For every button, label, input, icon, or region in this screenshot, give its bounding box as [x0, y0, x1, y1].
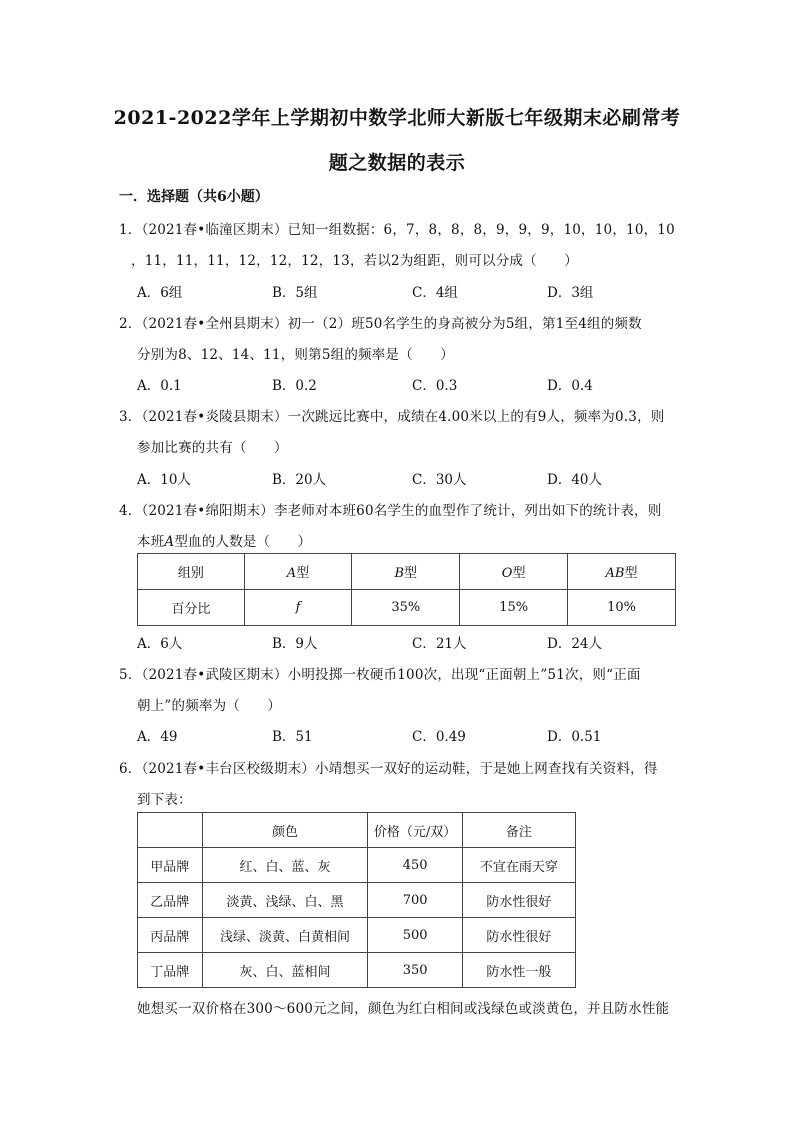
- q3-option-d: D．40人: [547, 472, 603, 488]
- table-cell: 15%: [460, 590, 568, 626]
- table-cell: 35%: [352, 590, 460, 626]
- section-heading: 一．选择题（共6小题）: [119, 189, 269, 205]
- table-header-cell: 组别: [138, 554, 245, 590]
- q4-option-d: D．24人: [547, 636, 603, 652]
- q2-text-line2: 分别为8、12、14、11，则第5组的频率是（ ）: [137, 347, 454, 363]
- q4-text-var: A: [164, 534, 175, 550]
- table-cell: 10%: [568, 590, 676, 626]
- q5-text-line1: 5．（2021春•武陵区期末）小明投掷一枚硬币100次，出现“正面朝上”51次，则“正面: [119, 667, 641, 683]
- table-cell: 百分比: [138, 590, 245, 626]
- table-header-cell: 备注: [462, 813, 575, 848]
- table-cell: 甲品牌: [138, 848, 203, 883]
- table-cell: 防水性很好: [462, 883, 575, 918]
- table-header-row: [138, 554, 676, 590]
- q2-option-b: B．0.2: [272, 378, 317, 394]
- table-row: [138, 953, 576, 988]
- q3-option-b: B．20人: [272, 472, 327, 488]
- q2-option-d: D．0.4: [547, 378, 593, 394]
- table-cell: 红、白、蓝、灰: [202, 848, 368, 883]
- q3-text-line1: 3．（2021春•炎陵县期末）一次跳远比赛中，成绩在4.00米以上的有9人，频率为0.3，则: [119, 409, 665, 425]
- table-cell: 350: [368, 953, 462, 988]
- q6-text-line2: 到下表：: [137, 792, 192, 808]
- q6-text-line1: 6．（2021春•丰台区校级期末）小靖想买一双好的运动鞋，于是她上网查找有关资料，得: [119, 761, 658, 777]
- table-header-cell: 颜色: [202, 813, 368, 848]
- blood-type-letter: O: [501, 566, 513, 581]
- q2-text-line1: 2．（2021春•全州县期末）初一（2）班50名学生的身高被分为5组，第1至4组的频数: [119, 316, 642, 332]
- q6-text-after: 她想买一双价格在300～600元之间，颜色为红白相间或浅绿色或淡黄色，并且防水性能: [137, 1001, 670, 1017]
- table-header-row: [138, 813, 576, 848]
- q4-option-a: A．6人: [137, 636, 183, 652]
- table-cell: 防水性很好: [462, 918, 575, 953]
- table-header-cell: [244, 554, 352, 590]
- q3-option-c: C．30人: [412, 472, 467, 488]
- q5-text-line2: 朝上”的频率为（ ）: [137, 698, 282, 714]
- table-row: [138, 848, 576, 883]
- table-cell: 700: [368, 883, 462, 918]
- q1-option-a: A．6组: [137, 285, 183, 301]
- q1-option-b: B．5组: [272, 285, 318, 301]
- q2-option-c: C．0.3: [412, 378, 458, 394]
- blood-type-suffix: 型: [296, 566, 310, 581]
- table-cell: 浅绿、淡黄、白黄相间: [202, 918, 368, 953]
- q4-option-b: B．9人: [272, 636, 318, 652]
- q1-text-line2: ，11，11，11，12，12，12，13，若以2为组距，则可以分成（ ）: [131, 253, 578, 269]
- table-cell: 500: [368, 918, 462, 953]
- table-cell: 丙品牌: [138, 918, 203, 953]
- table-cell: 丁品牌: [138, 953, 203, 988]
- blood-type-letter: AB: [605, 566, 625, 581]
- q2-option-a: A．0.1: [137, 378, 182, 394]
- blood-type-suffix: 型: [624, 566, 638, 581]
- q3-text-line2: 参加比赛的共有（ ）: [137, 440, 288, 456]
- table-cell: 灰、白、蓝相间: [202, 953, 368, 988]
- table-row: [138, 590, 676, 626]
- blood-type-suffix: 型: [512, 566, 526, 581]
- table-header-cell: [568, 554, 676, 590]
- blood-type-suffix: 型: [404, 566, 418, 581]
- q1-option-c: C．4组: [412, 285, 458, 301]
- table-header-cell: 价格（元/双）: [368, 813, 462, 848]
- document-title-line1: 2021-2022学年上学期初中数学北师大新版七年级期末必刷常考: [113, 107, 681, 129]
- table-cell: 450: [368, 848, 462, 883]
- q5-option-c: C．0.49: [412, 729, 466, 745]
- q4-text-post: 型血的人数是（ ）: [174, 534, 312, 550]
- q1-text-line1: 1．（2021春•临潼区期末）已知一组数据：6，7，8，8，8，9，9，9，10，10，10，10: [119, 222, 675, 238]
- q5-option-a: A．49: [137, 729, 178, 745]
- table-cell: 防水性一般: [462, 953, 575, 988]
- q4-text-line2: [137, 530, 311, 550]
- table-cell: 淡黄、浅绿、白、黑: [202, 883, 368, 918]
- table-header-cell: [138, 813, 203, 848]
- blood-type-letter: A: [286, 566, 297, 581]
- q4-option-c: C．21人: [412, 636, 467, 652]
- table-header-cell: [460, 554, 568, 590]
- shoe-brand-table: [137, 812, 576, 988]
- q5-option-b: B．51: [272, 729, 313, 745]
- document-title-line2: 题之数据的表示: [328, 152, 466, 174]
- q4-text-pre: 本班: [137, 534, 165, 550]
- q5-option-d: D．0.51: [547, 729, 602, 745]
- table-header-cell: [352, 554, 460, 590]
- table-cell: f: [244, 590, 352, 626]
- table-row: [138, 883, 576, 918]
- table-row: [138, 918, 576, 953]
- q3-option-a: A．10人: [137, 472, 191, 488]
- q4-text-line1: 4．（2021春•绵阳期末）李老师对本班60名学生的血型作了统计，列出如下的统计表，则: [119, 503, 662, 519]
- table-cell: 不宜在雨天穿: [462, 848, 575, 883]
- blood-type-letter: B: [394, 566, 405, 581]
- q1-option-d: D．3组: [547, 285, 594, 301]
- table-cell: 乙品牌: [138, 883, 203, 918]
- blood-type-table: [137, 553, 676, 626]
